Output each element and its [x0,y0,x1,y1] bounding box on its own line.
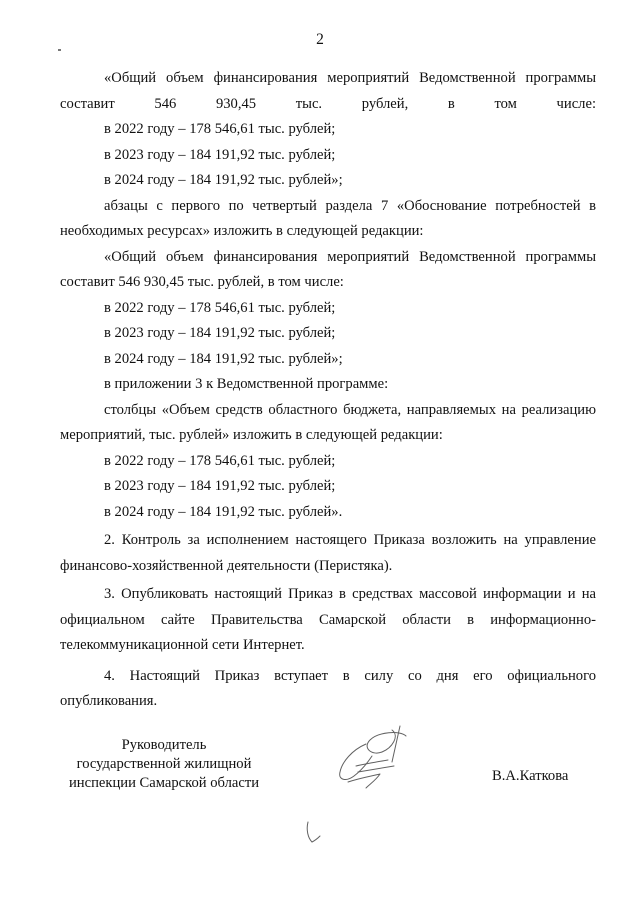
paragraph-appendix-3: в приложении 3 к Ведомственной программе: [104,376,389,392]
paragraph-year-2024-new: в 2024 году – 184 191,92 тыс. рублей»; [104,350,343,367]
paragraph-total-financing-new: «Общий объем финансирования мероприятий Ведомственной программы составит 546 930,45 тыс. рублей, в том числе: [60,248,596,290]
paragraph-item-4: 4. Настоящий Приказ вступает в силу со дня его официального опубликования. [60,667,596,709]
scan-mark [58,49,61,51]
paragraph-section-7: абзацы с первого по четвертый раздела 7 «Обоснование потребностей в необходимых ресурсах» изложить в следующей редакции: [60,197,596,239]
paragraph-item-3: 3. Опубликовать настоящий Приказ в средствах массовой информации и на официальном сайте Правительства Самарской области в информационно-телекоммуникационной сети Интернет. [60,586,596,653]
signatory-title-line-1: Руководитель [121,737,207,753]
paragraph-year-2022-appendix: в 2022 году – 178 546,61 тыс. рублей; [104,452,336,469]
paragraph-item-2: 2. Контроль за исполнением настоящего Приказа возложить на управление финансово-хозяйственной деятельности (Перистяка). [60,532,596,574]
signatory-title-line-2: государственной жилищной [76,756,252,772]
page-number: 2 [316,31,324,48]
signatory-title-block [48,736,280,793]
signatory-name: В.А.Каткова [492,768,569,784]
paragraph-year-2024: в 2024 году – 184 191,92 тыс. рублей»; [104,172,343,188]
paragraph-year-2023: в 2023 году – 184 191,92 тыс. рублей; [104,146,336,163]
paragraph-year-2022: в 2022 году – 178 546,61 тыс. рублей; [104,121,336,137]
paragraph-year-2022-new: в 2022 году – 178 546,61 тыс. рублей; [104,299,336,316]
handwritten-signature [296,722,436,848]
paragraph-year-2024-appendix: в 2024 году – 184 191,92 тыс. рублей». [104,503,343,520]
paragraph-columns: столбцы «Объем средств областного бюджета, направляемых на реализацию мероприятий, тыс. рублей» изложить в следующей редакции: [60,401,596,443]
paragraph-year-2023-appendix: в 2023 году – 184 191,92 тыс. рублей; [104,478,336,494]
signatory-title-line-3: инспекции Самарской области [68,775,260,791]
paragraph-year-2023-new: в 2023 году – 184 191,92 тыс. рублей; [104,325,336,341]
document-body [60,66,596,715]
paragraph-total-financing: «Общий объем финансирования мероприятий Ведомственной программы составит 546 930,45 тыс. рублей, в том числе: [60,70,596,112]
